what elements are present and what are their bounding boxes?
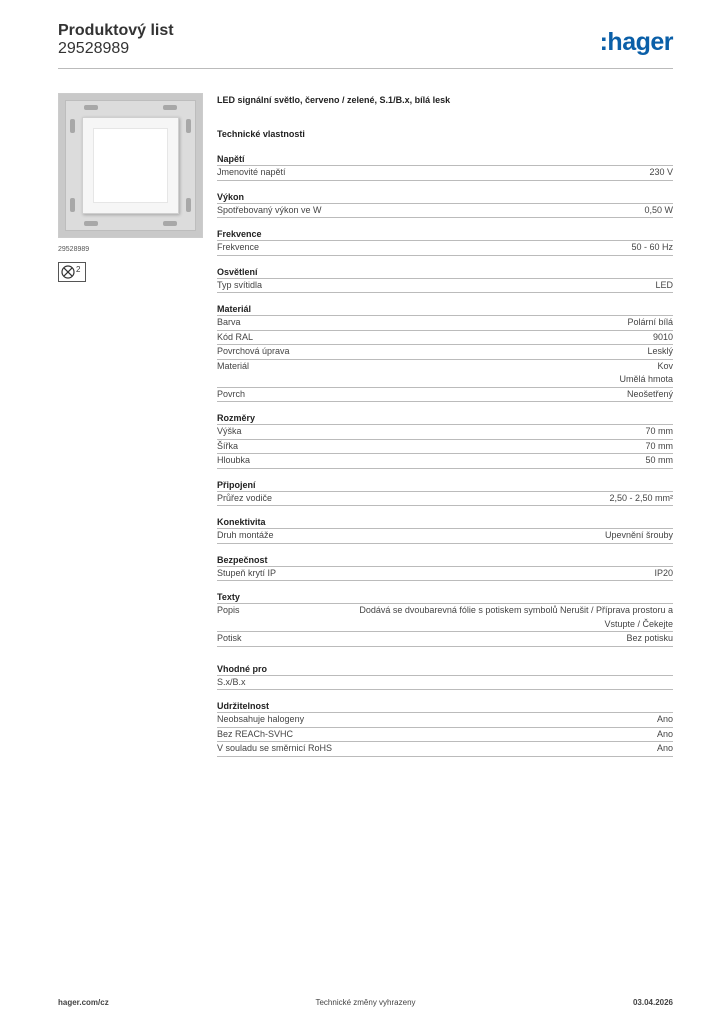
- spec-label: Jmenovité napětí: [217, 167, 286, 177]
- spec-row: [217, 388, 673, 403]
- spec-label: Popis: [217, 605, 240, 615]
- spec-row: [217, 166, 673, 181]
- spec-value: 0,50 W: [644, 204, 673, 215]
- spec-value: 50 - 60 Hz: [631, 242, 673, 252]
- spec-value: Neošetřený: [626, 388, 673, 399]
- product-image: [58, 93, 203, 238]
- spec-value: Lesklý: [647, 346, 673, 356]
- document-title: Produktový list: [58, 22, 174, 39]
- spec-row: [217, 454, 673, 469]
- spec-label: V souladu se směrnicí RoHS: [217, 743, 333, 753]
- spec-value: Ano: [656, 728, 673, 739]
- product-sidebar: [58, 93, 203, 282]
- spec-value: 70 mm: [645, 440, 673, 451]
- spec-row: [217, 492, 673, 507]
- spec-row: [217, 204, 673, 219]
- tech-heading: Technické vlastnosti: [217, 129, 305, 139]
- spec-value: 50 mm: [645, 455, 673, 465]
- spec-value: 230 V: [649, 167, 673, 177]
- spec-label: Povrch: [217, 388, 246, 399]
- spec-label: Bez REACh-SVHC: [217, 728, 294, 739]
- spec-row: [217, 440, 673, 455]
- spec-row: [217, 316, 673, 331]
- spec-row: [217, 632, 673, 647]
- spec-row: [217, 360, 673, 388]
- page-header: [58, 22, 673, 69]
- spec-value: Bez potisku: [626, 633, 673, 643]
- spec-value: Ano: [656, 714, 673, 724]
- section-title: Připojení: [217, 479, 673, 492]
- spec-sections: [217, 153, 673, 647]
- spec-value: Kov Umělá hmota: [619, 360, 673, 384]
- spec-label: Druh montáže: [217, 530, 274, 540]
- sustainability-section: [217, 700, 673, 757]
- section-title: Vhodné pro: [217, 663, 673, 676]
- spec-row: [217, 567, 673, 582]
- spec-label: Kód RAL: [217, 331, 254, 342]
- spec-row: [217, 728, 673, 743]
- spec-label: Materiál: [217, 360, 250, 371]
- spec-label: Výška: [217, 426, 242, 436]
- spec-label: S.x/B.x: [217, 676, 246, 687]
- spec-label: Typ svítidla: [217, 279, 263, 290]
- spec-value: 9010: [652, 331, 673, 342]
- section-title: Materiál: [217, 303, 673, 316]
- spec-value: IP20: [654, 567, 673, 578]
- spec-value: Dodává se dvoubarevná fólie s potiskem symbolů Nerušit / Příprava prostoru a Vstupte / Čekejte: [359, 605, 673, 629]
- spec-value: 2,50 - 2,50 mm²: [609, 492, 673, 503]
- spec-label: Stupeň krytí IP: [217, 567, 277, 578]
- spec-label: Povrchová úprava: [217, 346, 290, 356]
- spec-content: [217, 95, 673, 757]
- spec-row: [217, 241, 673, 256]
- spec-row: [217, 345, 673, 360]
- spec-label: Šířka: [217, 440, 239, 451]
- spec-label: Neobsahuje halogeny: [217, 714, 305, 724]
- spec-label: Hloubka: [217, 455, 251, 465]
- suitable-section: [217, 663, 673, 691]
- spec-row: [217, 676, 673, 691]
- spec-label: Potisk: [217, 633, 242, 643]
- spec-value: Polární bílá: [627, 317, 673, 327]
- section-title: Rozměry: [217, 412, 673, 425]
- footer-website: hager.com/cz: [58, 998, 109, 1007]
- footer-date: 03.04.2026: [632, 998, 673, 1007]
- spec-value: Ano: [656, 743, 673, 753]
- spec-row: [217, 529, 673, 544]
- section-title: Konektivita: [217, 516, 673, 529]
- symbol-superscript: 2: [76, 265, 81, 274]
- spec-label: Průřez vodiče: [217, 492, 273, 503]
- spec-row: [217, 425, 673, 440]
- spec-value: 70 mm: [645, 426, 673, 436]
- section-title: Osvětlení: [217, 266, 673, 279]
- section-title: Udržitelnost: [217, 700, 673, 713]
- document-number: 29528989: [58, 40, 130, 57]
- hager-logo: :hager: [599, 28, 673, 56]
- section-title: Bezpečnost: [217, 554, 673, 567]
- product-description: LED signální světlo, červeno / zelené, S.1/B.x, bílá lesk: [217, 95, 451, 105]
- section-title: Texty: [217, 591, 673, 604]
- spec-label: Spotřebovaný výkon ve W: [217, 204, 322, 215]
- spec-label: Barva: [217, 317, 241, 327]
- spec-row: [217, 331, 673, 346]
- section-title: Frekvence: [217, 228, 673, 241]
- spec-row: [217, 279, 673, 294]
- spec-row: [217, 742, 673, 757]
- spec-value: LED: [655, 279, 673, 290]
- lamp-symbol-icon: [58, 262, 86, 282]
- section-title: Napětí: [217, 153, 673, 166]
- spec-row: [217, 604, 673, 632]
- image-caption: 29528989: [58, 246, 90, 253]
- spec-value: Upevnění šrouby: [604, 530, 673, 540]
- spec-label: Frekvence: [217, 242, 260, 252]
- spec-row: [217, 713, 673, 728]
- footer-notice: Technické změny vyhrazeny: [315, 998, 416, 1007]
- cover-plate: [82, 117, 179, 214]
- section-title: Výkon: [217, 191, 673, 204]
